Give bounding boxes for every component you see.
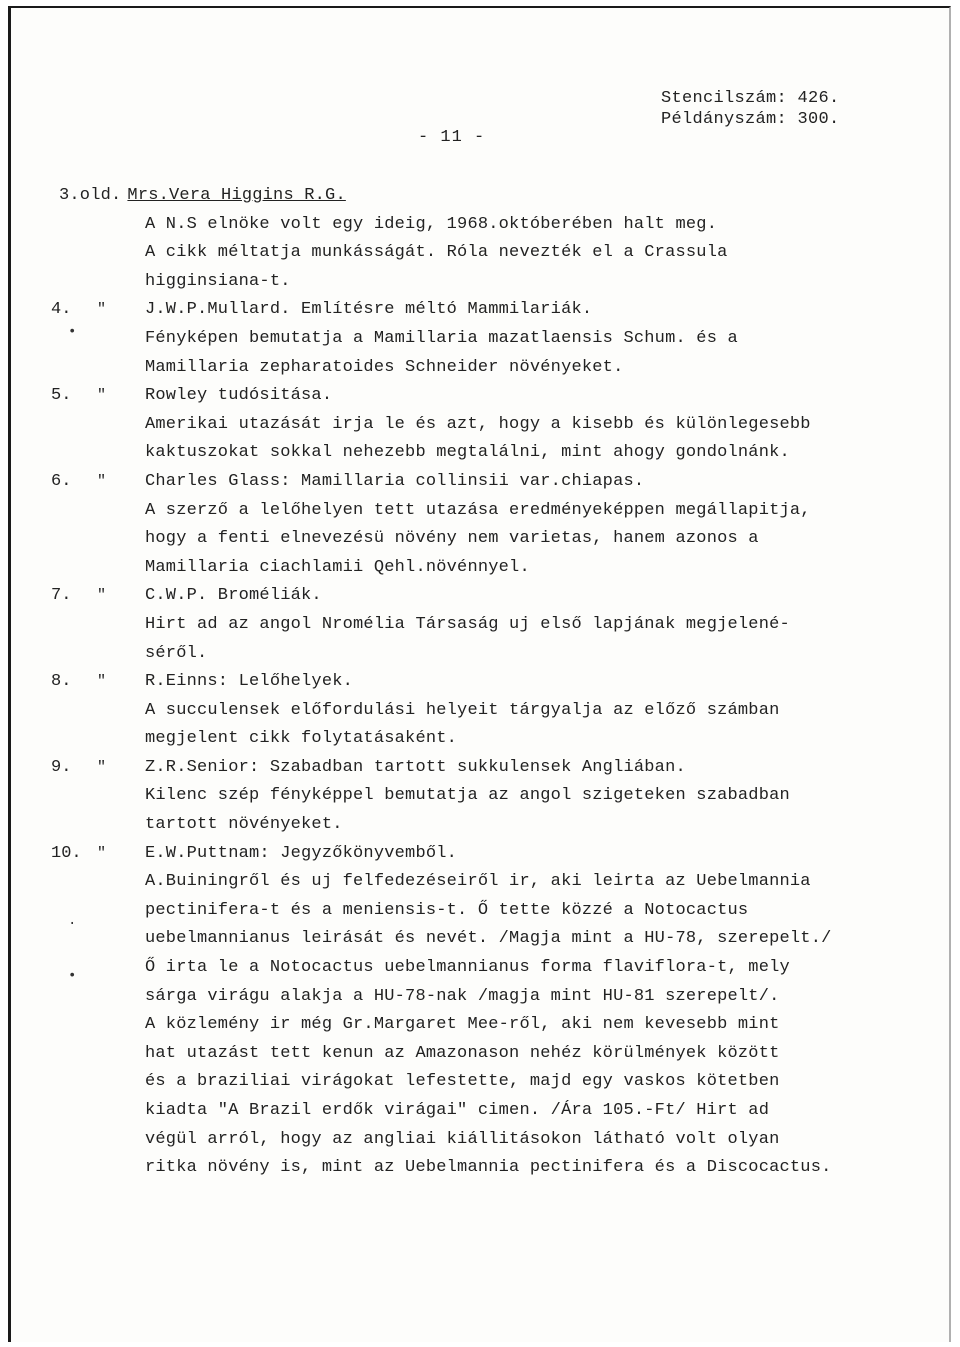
stencil-info [661, 88, 840, 130]
entry-7 [11, 582, 949, 668]
entry-number: 6. [51, 471, 72, 491]
ditto-mark: " [97, 472, 107, 490]
entry-6 [11, 468, 949, 582]
entry-text-line: ritka növény is, mint az Uebelmannia pectinifera és a Discocactus. [145, 1158, 832, 1178]
entry-text-line: A cikk méltatja munkásságát. Róla nevezték el a Crassula [145, 243, 728, 263]
entry-heading [59, 182, 949, 211]
entry-text-line: végül arról, hogy az angliai kiállitásokon látható volt olyan [145, 1129, 780, 1149]
entry-title: E.W.Puttnam: Jegyzőkönyvemből. [145, 843, 458, 863]
entry-text-line: kaktuszokat sokkal nehezebb megtalálni, mint ahogy gondolnánk. [145, 443, 790, 463]
ditto-mark: " [97, 301, 107, 319]
entries-list [11, 182, 949, 1183]
stray-dot-mark: · [68, 916, 77, 932]
entry-text-line: uebelmannianus leirását és nevét. /Magja mint a HU-78, szerepelt./ [145, 929, 832, 949]
entry-8 [11, 668, 949, 754]
entry-text-line: A szerző a lelőhelyen tett utazása eredményeképpen megállapitja, [145, 500, 811, 520]
entry-text-line: kiadta "A Brazil erdők virágai" cimen. /Ára 105.-Ft/ Hirt ad [145, 1101, 770, 1120]
page-reference: 3.old. [59, 186, 122, 205]
stray-dot-mark: • [68, 968, 77, 984]
entry-text-line: Mamillaria ciachlamii Qehl.növénnyel. [145, 557, 530, 577]
entry-number: 5. [51, 386, 72, 406]
entry-3 [11, 182, 949, 296]
copy-count: Példányszám: 300. [661, 110, 840, 129]
entry-text-line: Kilenc szép fényképpel bemutatja az angol szigeteken szabadban [145, 786, 790, 806]
ditto-mark: " [97, 844, 107, 862]
entry-number: 10. [51, 843, 82, 863]
entry-text-line: sárga virágu alakja a HU-78-nak /magja mint HU-81 szerepelt/. [145, 986, 780, 1006]
entry-title: Rowley tudósitása. [145, 386, 333, 406]
entry-number: 9. [51, 757, 72, 777]
entry-text-line: A succulensek előfordulási helyeit tárgyalja az előző számban [145, 700, 780, 720]
entry-10 [11, 840, 949, 1183]
entry-text-line: Ő irta le a Notocactus uebelmannianus forma flaviflora-t, mely [145, 958, 790, 978]
entry-text-line: Hirt ad az angol Nromélia Társaság uj első lapjának megjelené- [145, 614, 790, 634]
entry-number: 8. [51, 672, 72, 692]
entry-number: 7. [51, 586, 72, 606]
entry-title: Charles Glass: Mamillaria collinsii var.chiapas. [145, 471, 645, 491]
entry-text-line: A közlemény ir még Gr.Margaret Mee-ről, aki nem kevesebb mint [145, 1015, 780, 1035]
entry-title: R.Einns: Lelőhelyek. [145, 672, 354, 692]
entry-text-line: A N.S elnöke volt egy ideig, 1968.októberében halt meg. [145, 214, 718, 234]
entry-text-line: tartott növényeket. [145, 815, 343, 835]
ditto-mark: " [97, 587, 107, 605]
stray-dot-mark: • [68, 324, 77, 340]
entry-text-line: séről. [145, 643, 208, 663]
page-number: - 11 - [418, 128, 486, 147]
stencil-number: Stencilszám: 426. [661, 89, 840, 108]
entry-text-line: Amerikai utazását irja le és azt, hogy a kisebb és különlegesebb [145, 414, 811, 434]
entry-text-line: hogy a fenti elnevezésü növény nem varietas, hanem azonos a [145, 529, 759, 549]
entry-9 [11, 754, 949, 840]
entry-5 [11, 382, 949, 468]
entry-text-line: és a braziliai virágokat lefestette, majd egy vaskos kötetben [145, 1072, 780, 1092]
entry-text-line: A.Buiningről és uj felfedezéseiről ir, aki leirta az Uebelmannia [145, 872, 811, 892]
entry-title: Mrs.Vera Higgins R.G. [127, 186, 346, 205]
entry-title: Z.R.Senior: Szabadban tartott sukkulensek Angliában. [145, 757, 686, 777]
entry-title: C.W.P. Broméliák. [145, 586, 322, 606]
entry-title: J.W.P.Mullard. Említésre méltó Mammilariák. [145, 300, 593, 320]
ditto-mark: " [97, 758, 107, 776]
entry-text-line: higginsiana-t. [145, 271, 291, 291]
entry-4 [11, 296, 949, 382]
entry-text-line: Fényképen bemutatja a Mamillaria mazatlaensis Schum. és a [145, 328, 738, 348]
document-page [8, 6, 951, 1342]
ditto-mark: " [97, 673, 107, 691]
entry-text-line: hat utazást tett kenun az Amazonason nehéz körülmények között [145, 1043, 780, 1063]
entry-text-line: pectinifera-t és a meniensis-t. Ő tette közzé a Notocactus [145, 900, 749, 920]
entry-number: 4. [51, 300, 72, 320]
entry-text-line: megjelent cikk folytatásaként. [145, 729, 458, 749]
ditto-mark: " [97, 387, 107, 405]
entry-text-line: Mamillaria zepharatoides Schneider növényeket. [145, 357, 624, 377]
